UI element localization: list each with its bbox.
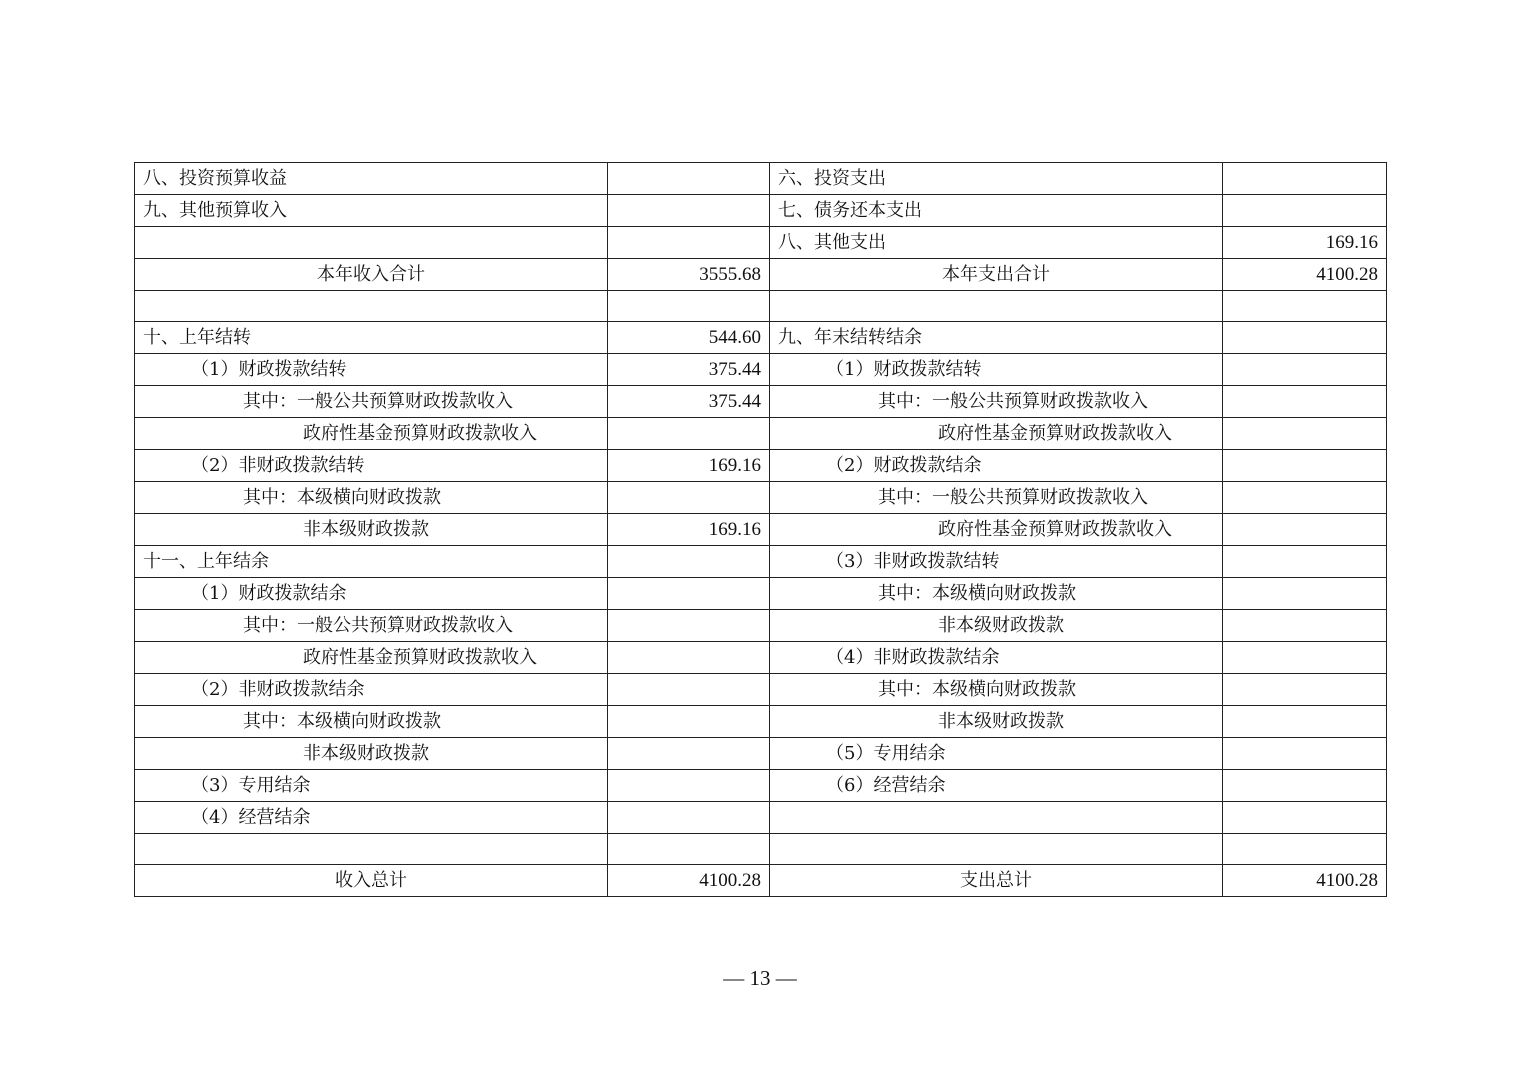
expense-item-cell: 其中：一般公共预算财政拨款收入 bbox=[770, 482, 1223, 514]
table-row bbox=[135, 291, 1387, 322]
table-row bbox=[135, 450, 1387, 482]
income-amount-cell bbox=[608, 642, 770, 674]
income-amount-cell bbox=[608, 163, 770, 195]
expense-item-cell: 支出总计 bbox=[770, 865, 1223, 897]
income-item-cell: 其中：本级横向财政拨款 bbox=[135, 482, 608, 514]
income-item-cell: 八、投资预算收益 bbox=[135, 163, 608, 195]
income-item-cell: 收入总计 bbox=[135, 865, 608, 897]
income-amount-cell bbox=[608, 195, 770, 227]
income-item-cell: 十一、上年结余 bbox=[135, 546, 608, 578]
income-item-cell: 十、上年结转 bbox=[135, 322, 608, 354]
expense-item-cell: 其中：一般公共预算财政拨款收入 bbox=[770, 386, 1223, 418]
income-amount-cell: 375.44 bbox=[608, 354, 770, 386]
expense-item-cell: （6）经营结余 bbox=[770, 770, 1223, 802]
income-item-cell: （3）专用结余 bbox=[135, 770, 608, 802]
expense-amount-cell bbox=[1223, 546, 1387, 578]
income-item-cell bbox=[135, 227, 608, 259]
table-row bbox=[135, 322, 1387, 354]
table-row bbox=[135, 865, 1387, 897]
income-item-cell: 非本级财政拨款 bbox=[135, 738, 608, 770]
income-amount-cell bbox=[608, 610, 770, 642]
income-amount-cell bbox=[608, 418, 770, 450]
income-amount-cell: 375.44 bbox=[608, 386, 770, 418]
table-row bbox=[135, 163, 1387, 195]
income-amount-cell bbox=[608, 291, 770, 322]
expense-item-cell: 本年支出合计 bbox=[770, 259, 1223, 291]
expense-item-cell: 七、债务还本支出 bbox=[770, 195, 1223, 227]
expense-amount-cell bbox=[1223, 195, 1387, 227]
expense-item-cell: 六、投资支出 bbox=[770, 163, 1223, 195]
expense-amount-cell bbox=[1223, 386, 1387, 418]
table-row bbox=[135, 482, 1387, 514]
income-item-cell: （4）经营结余 bbox=[135, 802, 608, 834]
income-amount-cell bbox=[608, 738, 770, 770]
income-amount-cell bbox=[608, 546, 770, 578]
expense-item-cell bbox=[770, 802, 1223, 834]
income-item-cell: （2）非财政拨款结余 bbox=[135, 674, 608, 706]
expense-amount-cell bbox=[1223, 706, 1387, 738]
table-row bbox=[135, 834, 1387, 865]
income-amount-cell bbox=[608, 227, 770, 259]
table-row bbox=[135, 227, 1387, 259]
income-item-cell: （2）非财政拨款结转 bbox=[135, 450, 608, 482]
table-row bbox=[135, 706, 1387, 738]
table-row bbox=[135, 642, 1387, 674]
expense-item-cell: 其中：本级横向财政拨款 bbox=[770, 674, 1223, 706]
table-row bbox=[135, 259, 1387, 291]
income-amount-cell: 169.16 bbox=[608, 514, 770, 546]
expense-item-cell: （3）非财政拨款结转 bbox=[770, 546, 1223, 578]
expense-item-cell: 非本级财政拨款 bbox=[770, 610, 1223, 642]
table-row bbox=[135, 610, 1387, 642]
expense-amount-cell bbox=[1223, 514, 1387, 546]
budget-table-body bbox=[135, 163, 1387, 897]
income-amount-cell bbox=[608, 834, 770, 865]
expense-amount-cell bbox=[1223, 674, 1387, 706]
expense-amount-cell bbox=[1223, 642, 1387, 674]
income-amount-cell: 4100.28 bbox=[608, 865, 770, 897]
table-row bbox=[135, 674, 1387, 706]
income-amount-cell bbox=[608, 674, 770, 706]
expense-item-cell: 八、其他支出 bbox=[770, 227, 1223, 259]
income-item-cell: 九、其他预算收入 bbox=[135, 195, 608, 227]
table-row bbox=[135, 546, 1387, 578]
expense-item-cell: 政府性基金预算财政拨款收入 bbox=[770, 514, 1223, 546]
income-item-cell: 其中：本级横向财政拨款 bbox=[135, 706, 608, 738]
income-item-cell: 政府性基金预算财政拨款收入 bbox=[135, 642, 608, 674]
income-item-cell bbox=[135, 834, 608, 865]
expense-amount-cell bbox=[1223, 418, 1387, 450]
budget-table bbox=[134, 162, 1387, 897]
expense-item-cell: 九、年末结转结余 bbox=[770, 322, 1223, 354]
income-amount-cell bbox=[608, 482, 770, 514]
page-number: — 13 — bbox=[723, 966, 797, 990]
expense-item-cell: 政府性基金预算财政拨款收入 bbox=[770, 418, 1223, 450]
income-item-cell: 其中：一般公共预算财政拨款收入 bbox=[135, 386, 608, 418]
income-amount-cell: 3555.68 bbox=[608, 259, 770, 291]
table-row bbox=[135, 578, 1387, 610]
expense-item-cell: （4）非财政拨款结余 bbox=[770, 642, 1223, 674]
income-item-cell bbox=[135, 291, 608, 322]
expense-amount-cell bbox=[1223, 354, 1387, 386]
income-amount-cell: 544.60 bbox=[608, 322, 770, 354]
expense-item-cell: （2）财政拨款结余 bbox=[770, 450, 1223, 482]
expense-amount-cell bbox=[1223, 482, 1387, 514]
income-amount-cell bbox=[608, 706, 770, 738]
income-item-cell: （1）财政拨款结转 bbox=[135, 354, 608, 386]
expense-amount-cell bbox=[1223, 450, 1387, 482]
expense-amount-cell bbox=[1223, 738, 1387, 770]
table-row bbox=[135, 738, 1387, 770]
expense-item-cell: 其中：本级横向财政拨款 bbox=[770, 578, 1223, 610]
income-amount-cell bbox=[608, 802, 770, 834]
expense-amount-cell bbox=[1223, 322, 1387, 354]
expense-amount-cell bbox=[1223, 610, 1387, 642]
expense-amount-cell: 169.16 bbox=[1223, 227, 1387, 259]
table-row bbox=[135, 354, 1387, 386]
expense-item-cell: （5）专用结余 bbox=[770, 738, 1223, 770]
expense-amount-cell: 4100.28 bbox=[1223, 865, 1387, 897]
expense-item-cell bbox=[770, 291, 1223, 322]
expense-amount-cell bbox=[1223, 802, 1387, 834]
income-amount-cell bbox=[608, 578, 770, 610]
income-item-cell: 非本级财政拨款 bbox=[135, 514, 608, 546]
expense-amount-cell bbox=[1223, 578, 1387, 610]
income-item-cell: （1）财政拨款结余 bbox=[135, 578, 608, 610]
expense-item-cell: （1）财政拨款结转 bbox=[770, 354, 1223, 386]
table-row bbox=[135, 418, 1387, 450]
income-item-cell: 政府性基金预算财政拨款收入 bbox=[135, 418, 608, 450]
expense-item-cell: 非本级财政拨款 bbox=[770, 706, 1223, 738]
table-row bbox=[135, 802, 1387, 834]
expense-amount-cell bbox=[1223, 291, 1387, 322]
table-row bbox=[135, 770, 1387, 802]
expense-amount-cell bbox=[1223, 834, 1387, 865]
income-item-cell: 本年收入合计 bbox=[135, 259, 608, 291]
expense-amount-cell: 4100.28 bbox=[1223, 259, 1387, 291]
table-row bbox=[135, 386, 1387, 418]
table-row bbox=[135, 514, 1387, 546]
expense-item-cell bbox=[770, 834, 1223, 865]
expense-amount-cell bbox=[1223, 163, 1387, 195]
income-amount-cell bbox=[608, 770, 770, 802]
income-amount-cell: 169.16 bbox=[608, 450, 770, 482]
income-item-cell: 其中：一般公共预算财政拨款收入 bbox=[135, 610, 608, 642]
table-row bbox=[135, 195, 1387, 227]
expense-amount-cell bbox=[1223, 770, 1387, 802]
